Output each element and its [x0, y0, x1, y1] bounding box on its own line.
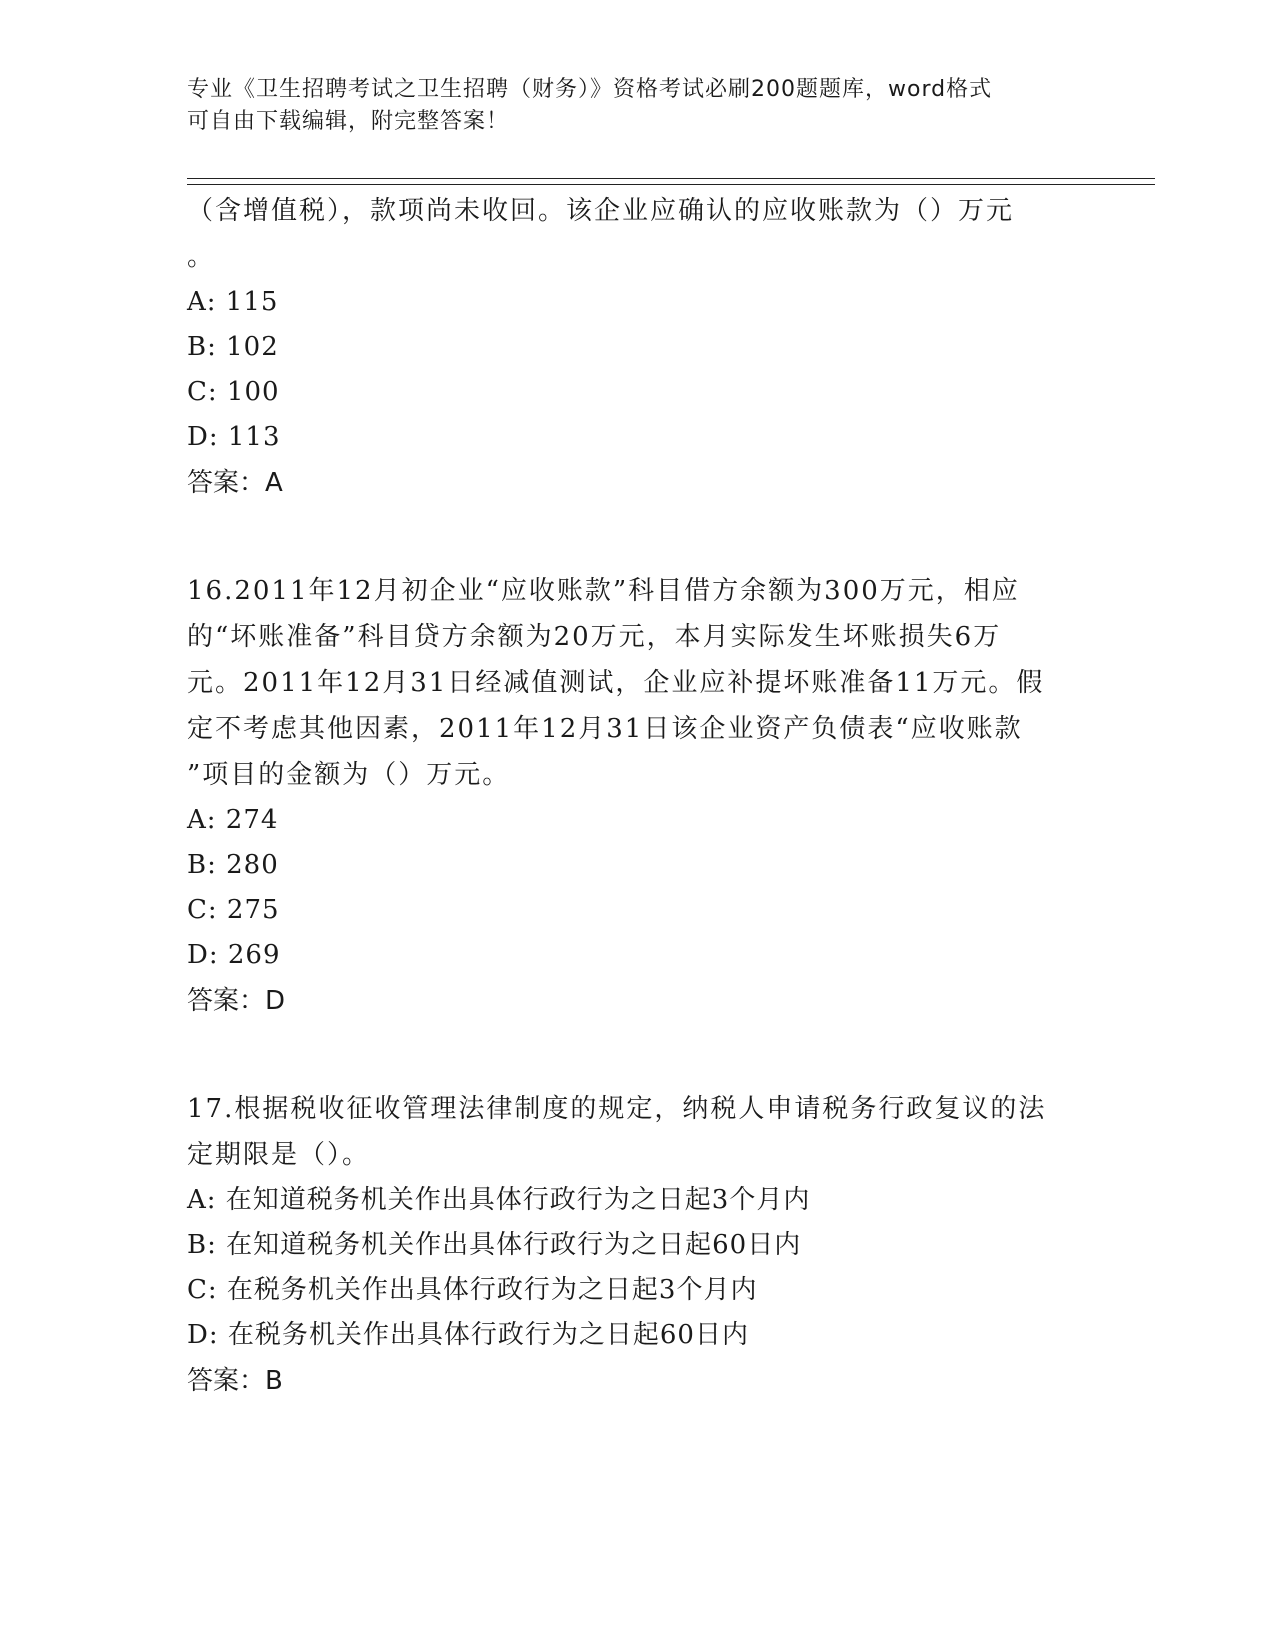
document-body [187, 188, 1087, 1404]
option-d: D: 269 [187, 940, 281, 970]
question-text-line: 16.2011年12月初企业“应收账款”科目借方余额为300万元，相应 [187, 576, 1020, 606]
header-divider-bottom [187, 184, 1155, 185]
option-a: A: 115 [187, 287, 279, 317]
option-a: A: 在知道税务机关作出具体行政行为之日起3个月内 [187, 1185, 811, 1215]
document-header [187, 74, 1087, 138]
header-line-2: 可自由下载编辑，附完整答案！ [187, 109, 510, 134]
question-text-line: 定不考虑其他因素，2011年12月31日该企业资产负债表“应收账款 [187, 714, 1023, 744]
option-d: D: 在税务机关作出具体行政行为之日起60日内 [187, 1320, 749, 1350]
answer: 答案：D [187, 986, 286, 1016]
option-b: B: 102 [187, 332, 279, 362]
question-15-continued [187, 188, 1087, 506]
answer: 答案：A [187, 468, 283, 498]
header-divider-top [187, 178, 1155, 179]
option-c: C: 100 [187, 377, 280, 407]
option-c: C: 275 [187, 895, 280, 925]
question-16 [187, 568, 1087, 1024]
question-text-line: ”项目的金额为（）万元。 [187, 760, 511, 790]
question-text-line: 。 [187, 242, 216, 272]
option-a: A: 274 [187, 805, 279, 835]
header-line-1: 专业《卫生招聘考试之卫生招聘（财务）》资格考试必刷200题题库，word格式 [187, 77, 993, 102]
question-17 [187, 1086, 1087, 1404]
question-text-line: 定期限是（）。 [187, 1140, 371, 1170]
answer: 答案：B [187, 1366, 283, 1396]
question-text-line: （含增值税），款项尚未收回。该企业应确认的应收账款为（）万元 [187, 196, 1015, 226]
question-text-line: 17.根据税收征收管理法律制度的规定，纳税人申请税务行政复议的法 [187, 1094, 1047, 1124]
option-b: B: 280 [187, 850, 279, 880]
question-text-line: 的“坏账准备”科目贷方余额为20万元，本月实际发生坏账损失6万 [187, 622, 1002, 652]
option-d: D: 113 [187, 422, 281, 452]
question-text-line: 元。2011年12月31日经减值测试，企业应补提坏账准备11万元。假 [187, 668, 1045, 698]
option-c: C: 在税务机关作出具体行政行为之日起3个月内 [187, 1275, 758, 1305]
option-b: B: 在知道税务机关作出具体行政行为之日起60日内 [187, 1230, 802, 1260]
